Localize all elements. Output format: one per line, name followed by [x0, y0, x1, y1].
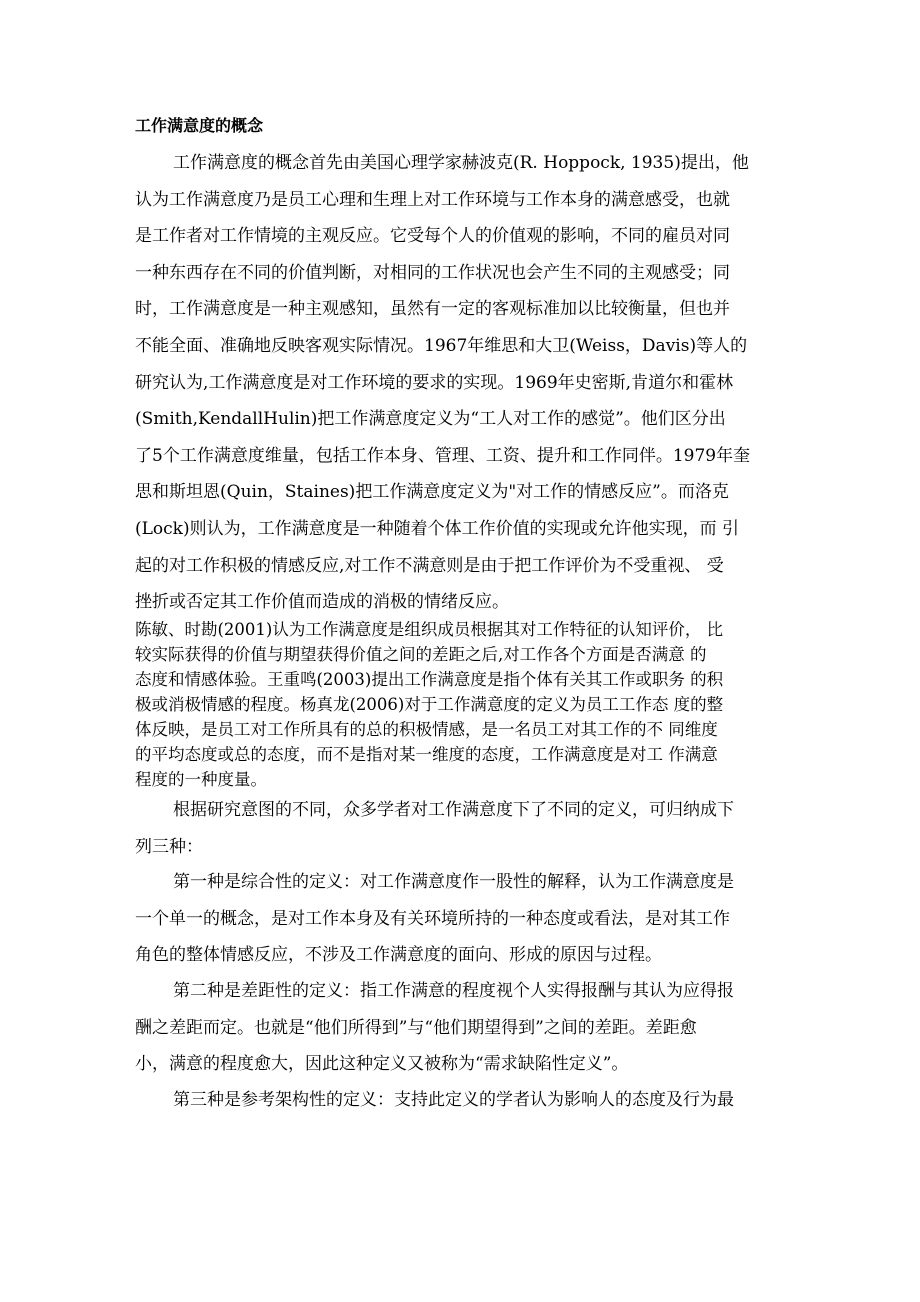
section-heading: 工作满意度的概念	[135, 116, 264, 135]
text-line: 是工作者对工作情境的主观反应。它受每个人的价值观的影响，不同的雇员对同	[135, 226, 730, 247]
paragraph-4	[135, 864, 789, 974]
text-line: (Lock)则认为，工作满意度是一种随着个体工作价值的实现或允许他实现，而 引	[135, 518, 740, 539]
text-line: 第三种是参考架构性的定义：支持此定义的学者认为影响人的态度及行为最	[173, 1090, 734, 1110]
paragraph-2	[135, 617, 789, 792]
text-line: 研究认为,工作满意度是对工作环境的要求的实现。1969年史密斯,肯道尔和霍林	[135, 372, 734, 393]
text-line: 了5个工作满意度维量，包括工作本身、管理、工资、提升和工作同伴。1979年奎	[135, 445, 751, 466]
text-line: 极或消极情感的程度。杨真龙(2006)对于工作满意度的定义为员工工作态 度的整	[135, 695, 724, 714]
text-line: 的平均态度或总的态度，而不是指对某一维度的态度，工作满意度是对工 作满意	[135, 745, 718, 764]
paragraph-3	[135, 792, 789, 865]
text-line: 根据研究意图的不同，众多学者对工作满意度下了不同的定义，可归纳成下	[173, 800, 734, 820]
text-line: 程度的一种度量。	[135, 770, 267, 789]
text-line: 一个单一的概念，是对工作本身及有关环境所持的一种态度或看法，是对其工作	[135, 908, 730, 929]
text-line: 挫折或否定其工作价值而造成的消极的情绪反应。	[135, 592, 509, 613]
text-line: 陈敏、时勘(2001)认为工作满意度是组织成员根据其对工作特征的认知评价， 比	[135, 620, 724, 639]
text-line: 起的对工作积极的情感反应,对工作不满意则是由于把工作评价为不受重视、 受	[135, 555, 724, 576]
text-line: 第一种是综合性的定义：对工作满意度作一股性的解释，认为工作满意度是	[173, 872, 734, 892]
text-line: 一种东西存在不同的价值判断，对相同的工作状况也会产生不同的主观感受；同	[135, 262, 730, 283]
text-line: 思和斯坦恩(Quin，Staines)把工作满意度定义为"对工作的情感反应”。而洛克	[135, 482, 729, 503]
text-line: (Smith,KendallHulin)把工作满意度定义为“工人对工作的感觉”。他们区分出	[135, 409, 726, 430]
text-line: 酬之差距而定。也就是“他们所得到”与“他们期望得到”之间的差距。差距愈	[135, 1017, 697, 1038]
text-line: 不能全面、准确地反映客观实际情况。1967年维思和大卫(Weiss，Davis)等人的	[135, 335, 748, 356]
text-line: 体反映，是员工对工作所具有的总的积极情感，是一名员工对其工作的不 同维度	[135, 720, 718, 739]
text-line: 认为工作满意度乃是员工心理和生理上对工作环境与工作本身的满意感受，也就	[135, 189, 730, 210]
paragraph-1	[135, 145, 789, 621]
text-line: 列三种：	[135, 836, 203, 857]
paragraph-6	[135, 1082, 789, 1119]
text-line: 第二种是差距性的定义：指工作满意的程度视个人实得报酬与其认为应得报	[173, 981, 734, 1001]
text-line: 态度和情感体验。王重鸣(2003)提出工作满意度是指个体有关其工作或职务 的积	[135, 670, 724, 689]
text-line: 较实际获得的价值与期望获得价值之间的差距之后,对工作各个方面是否满意 的	[135, 645, 707, 664]
text-line: 工作满意度的概念首先由美国心理学家赫波克(R. Hoppock, 1935)提出，他	[173, 153, 749, 173]
paragraph-5	[135, 973, 789, 1083]
text-line: 角色的整体情感反应，不涉及工作满意度的面向、形成的原因与过程。	[135, 945, 662, 966]
text-line: 小，满意的程度愈大，因此这种定义又被称为“需求缺陷性定义”。	[135, 1054, 629, 1075]
text-line: 时，工作满意度是一种主观感知，虽然有一定的客观标准加以比较衡量，但也并	[135, 299, 730, 320]
